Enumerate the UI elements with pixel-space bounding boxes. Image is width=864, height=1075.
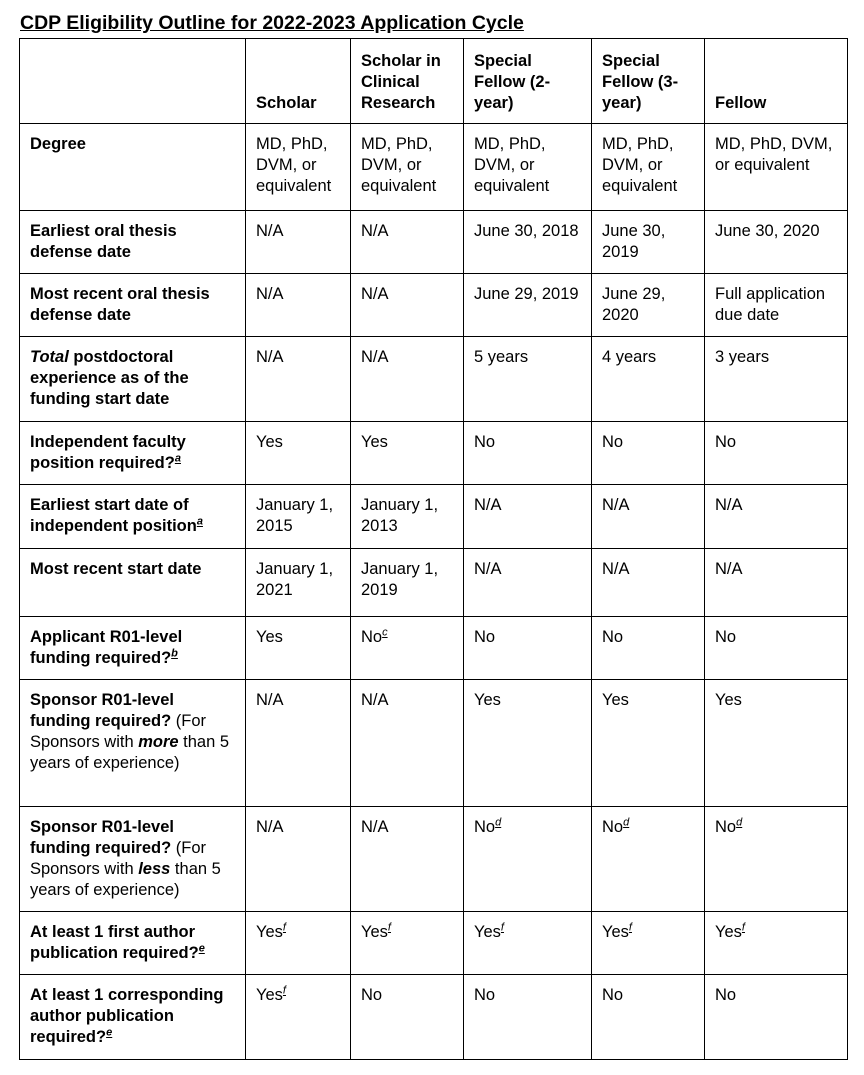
table-cell: MD, PhD, DVM, or equivalent	[705, 124, 848, 211]
table-cell: N/A	[351, 211, 464, 274]
row-label-text: Sponsor R01-level funding required?	[30, 818, 174, 857]
footnote-marker: d	[623, 816, 630, 829]
table-cell: N/A	[464, 485, 592, 549]
table-cell: No$^d$	[705, 807, 848, 912]
row-label: Sponsor R01-level funding required? (For Sponsors with more than 5 years of experience)	[20, 680, 246, 807]
table-cell: Yes	[592, 680, 705, 807]
table-cell: Yes$^f$	[592, 912, 705, 975]
table-cell: Yes$^f$	[246, 975, 351, 1060]
table-cell: No	[592, 422, 705, 485]
row-label-emphasis: more	[138, 733, 179, 751]
row-label-text: postdoctoral experience as of the funding start date	[30, 348, 189, 408]
footnote-marker: f	[741, 921, 745, 934]
table-cell: 3 years	[705, 337, 848, 422]
row-label-emphasis: Total	[30, 348, 69, 366]
footnote-marker: a	[174, 452, 181, 465]
header-empty	[20, 39, 246, 124]
table-cell: N/A	[246, 680, 351, 807]
table-cell: N/A	[705, 549, 848, 617]
table-cell: No$^c$	[351, 617, 464, 680]
table-cell: No	[464, 617, 592, 680]
row-label: Most recent oral thesis defense date	[20, 274, 246, 337]
document-title: CDP Eligibility Outline for 2022-2023 Application Cycle	[20, 12, 524, 34]
table-cell: N/A	[592, 549, 705, 617]
header-scholar: Scholar	[246, 39, 351, 124]
table-cell: MD, PhD, DVM, or equivalent	[592, 124, 705, 211]
table-cell: N/A	[246, 807, 351, 912]
table-cell: January 1, 2013	[351, 485, 464, 549]
footnote-marker: e	[198, 942, 205, 955]
footnote-marker: a	[196, 515, 203, 528]
table-cell: 5 years	[464, 337, 592, 422]
footnote-marker: f	[628, 921, 632, 934]
table-cell: January 1, 2021	[246, 549, 351, 617]
table-cell: January 1, 2019	[351, 549, 464, 617]
table-row	[20, 912, 848, 975]
table-cell: N/A	[351, 680, 464, 807]
row-label	[20, 485, 246, 549]
table-row	[20, 124, 848, 211]
table-cell: N/A	[592, 485, 705, 549]
footnote-marker: f	[282, 984, 286, 997]
table-cell: N/A	[705, 485, 848, 549]
row-label-emphasis: less	[138, 860, 171, 878]
table-cell: Yes$^f$	[351, 912, 464, 975]
table-cell: No	[705, 975, 848, 1060]
table-cell: June 29, 2019	[464, 274, 592, 337]
row-label	[20, 422, 246, 485]
table-row	[20, 975, 848, 1060]
row-label-text: At least 1 corresponding author publication required?	[30, 986, 224, 1046]
table-cell: No	[705, 617, 848, 680]
table-row	[20, 337, 848, 422]
header-row	[20, 39, 848, 124]
table-cell: No	[464, 422, 592, 485]
table-row	[20, 422, 848, 485]
header-scholar-clinical: Scholar in Clinical Research	[351, 39, 464, 124]
table-cell: No	[351, 975, 464, 1060]
table-cell: N/A	[464, 549, 592, 617]
header-fellow: Fellow	[705, 39, 848, 124]
table-cell: Yes	[351, 422, 464, 485]
table-row	[20, 485, 848, 549]
table-cell: N/A	[246, 337, 351, 422]
table-cell: Yes$^f$	[705, 912, 848, 975]
footnote-marker: c	[382, 626, 388, 639]
table-row	[20, 274, 848, 337]
row-label	[20, 975, 246, 1060]
row-label	[20, 337, 246, 422]
footnote-marker: d	[495, 816, 502, 829]
row-label	[20, 617, 246, 680]
table-cell: January 1, 2015	[246, 485, 351, 549]
row-label-text: Independent faculty position required?	[30, 433, 186, 472]
table-cell: Yes	[464, 680, 592, 807]
table-row	[20, 617, 848, 680]
table-cell: Yes	[705, 680, 848, 807]
table-cell: No$^d$	[464, 807, 592, 912]
footnote-marker: f	[387, 921, 391, 934]
table-row	[20, 549, 848, 617]
table-cell: N/A	[351, 337, 464, 422]
table-cell: Yes$^f$	[246, 912, 351, 975]
footnote-marker: d	[736, 816, 743, 829]
table-cell: N/A	[351, 274, 464, 337]
table-cell: Yes	[246, 617, 351, 680]
table-cell: MD, PhD, DVM, or equivalent	[464, 124, 592, 211]
table-cell: Yes	[246, 422, 351, 485]
row-label: Earliest oral thesis defense date	[20, 211, 246, 274]
row-label: Most recent start date	[20, 549, 246, 617]
row-label: Sponsor R01-level funding required? (For Sponsors with less than 5 years of experience)	[20, 807, 246, 912]
table-cell: Full application due date	[705, 274, 848, 337]
table-cell: No	[592, 975, 705, 1060]
table-row	[20, 680, 848, 807]
eligibility-table	[19, 38, 848, 1060]
footnote-marker: f	[500, 921, 504, 934]
header-special-fellow-2yr: Special Fellow (2-year)	[464, 39, 592, 124]
table-cell: 4 years	[592, 337, 705, 422]
table-cell: N/A	[246, 211, 351, 274]
table-cell: June 30, 2020	[705, 211, 848, 274]
footnote-marker: b	[171, 647, 178, 660]
row-label: Degree	[20, 124, 246, 211]
table-cell: June 30, 2019	[592, 211, 705, 274]
footnote-marker: f	[282, 921, 286, 934]
table-cell: No	[705, 422, 848, 485]
table-cell: MD, PhD, DVM, or equivalent	[351, 124, 464, 211]
table-cell: No$^d$	[592, 807, 705, 912]
table-cell: June 30, 2018	[464, 211, 592, 274]
table-row	[20, 211, 848, 274]
table-cell: No	[464, 975, 592, 1060]
row-label-text: Applicant R01-level funding required?	[30, 628, 183, 667]
row-label-text: At least 1 first author publication required?	[30, 923, 199, 962]
table-cell: MD, PhD, DVM, or equivalent	[246, 124, 351, 211]
table-cell: No	[592, 617, 705, 680]
row-label-text: Earliest start date of independent position	[30, 496, 197, 535]
row-label	[20, 912, 246, 975]
table-cell: N/A	[246, 274, 351, 337]
table-cell: June 29, 2020	[592, 274, 705, 337]
table-cell: Yes$^f$	[464, 912, 592, 975]
table-row	[20, 807, 848, 912]
row-label-text: Sponsor R01-level funding required?	[30, 691, 174, 730]
table-cell: N/A	[351, 807, 464, 912]
footnote-marker: e	[106, 1026, 113, 1039]
header-special-fellow-3yr: Special Fellow (3-year)	[592, 39, 705, 124]
